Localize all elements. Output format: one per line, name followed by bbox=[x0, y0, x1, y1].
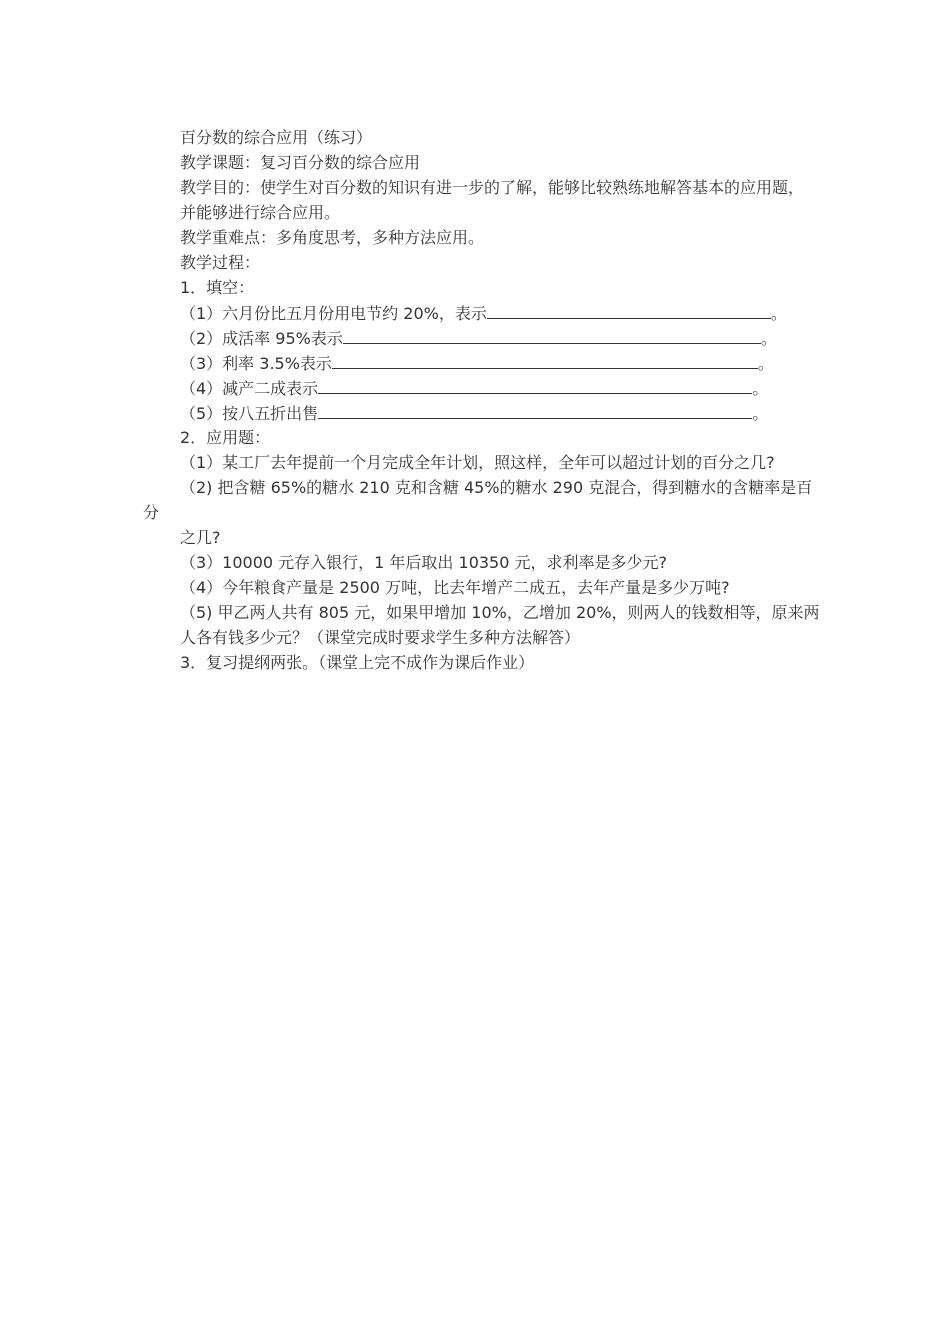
lesson-goal-line1: 教学目的：使学生对百分数的知识有进一步的了解，能够比较熟练地解答基本的应用题， bbox=[180, 178, 805, 197]
fill-item-4-text: （4）减产二成表示 bbox=[180, 379, 319, 398]
fill-item-5-end: 。 bbox=[752, 404, 769, 423]
question-2-line3: 之几? bbox=[180, 528, 221, 547]
document-title: 百分数的综合应用（练习） bbox=[180, 128, 373, 147]
fill-item-2 bbox=[180, 325, 777, 351]
fill-blank-4[interactable] bbox=[318, 375, 752, 394]
fill-item-1-text: （1）六月份比五月份用电节约 20%，表示 bbox=[180, 304, 487, 323]
fill-item-1 bbox=[180, 300, 787, 326]
question-4: （4）今年粮食产量是 2500 万吨，比去年增产二成五，去年产量是多少万吨? bbox=[180, 578, 730, 597]
fill-item-5 bbox=[180, 400, 768, 426]
fill-blank-5[interactable] bbox=[318, 400, 752, 419]
fill-item-3-end: 。 bbox=[757, 354, 774, 373]
section2-heading: 2．应用题： bbox=[180, 428, 271, 447]
fill-blank-3[interactable] bbox=[332, 350, 758, 369]
lesson-key-points: 教学重难点：多角度思考，多种方法应用。 bbox=[180, 228, 485, 247]
fill-blank-1[interactable] bbox=[487, 300, 771, 319]
question-5-line2: 人各有钱多少元？（课堂完成时要求学生多种方法解答） bbox=[180, 628, 581, 647]
section3-text: 3．复习提纲两张。（课堂上完不成作为课后作业） bbox=[180, 653, 535, 672]
question-5-line1: （5) 甲乙两人共有 805 元，如果甲增加 10%，乙增加 20%，则两人的钱数相等，原来两 bbox=[180, 603, 820, 622]
lesson-process: 教学过程： bbox=[180, 253, 261, 272]
fill-blank-2[interactable] bbox=[343, 325, 761, 344]
lesson-goal-line2: 并能够进行综合应用。 bbox=[180, 203, 341, 222]
section1-heading: 1．填空： bbox=[180, 278, 255, 297]
fill-item-4 bbox=[180, 375, 768, 401]
fill-item-3-text: （3）利率 3.5%表示 bbox=[180, 354, 332, 373]
fill-item-4-end: 。 bbox=[752, 379, 769, 398]
question-2-line1: （2) 把含糖 65%的糖水 210 克和含糖 45%的糖水 290 克混合，得到糖水的含糖率是百 bbox=[180, 478, 813, 497]
lesson-topic: 教学课题：复习百分数的综合应用 bbox=[180, 153, 421, 172]
question-3: （3）10000 元存入银行，1 年后取出 10350 元，求利率是多少元? bbox=[180, 553, 667, 572]
fill-item-2-end: 。 bbox=[760, 329, 777, 348]
question-1: （1）某工厂去年提前一个月完成全年计划，照这样，全年可以超过计划的百分之几? bbox=[180, 453, 775, 472]
fill-item-5-text: （5）按八五折出售 bbox=[180, 404, 319, 423]
fill-item-3 bbox=[180, 350, 774, 376]
fill-item-1-end: 。 bbox=[770, 304, 787, 323]
fill-item-2-text: （2）成活率 95%表示 bbox=[180, 329, 343, 348]
question-2-line2: 分 bbox=[143, 503, 160, 522]
